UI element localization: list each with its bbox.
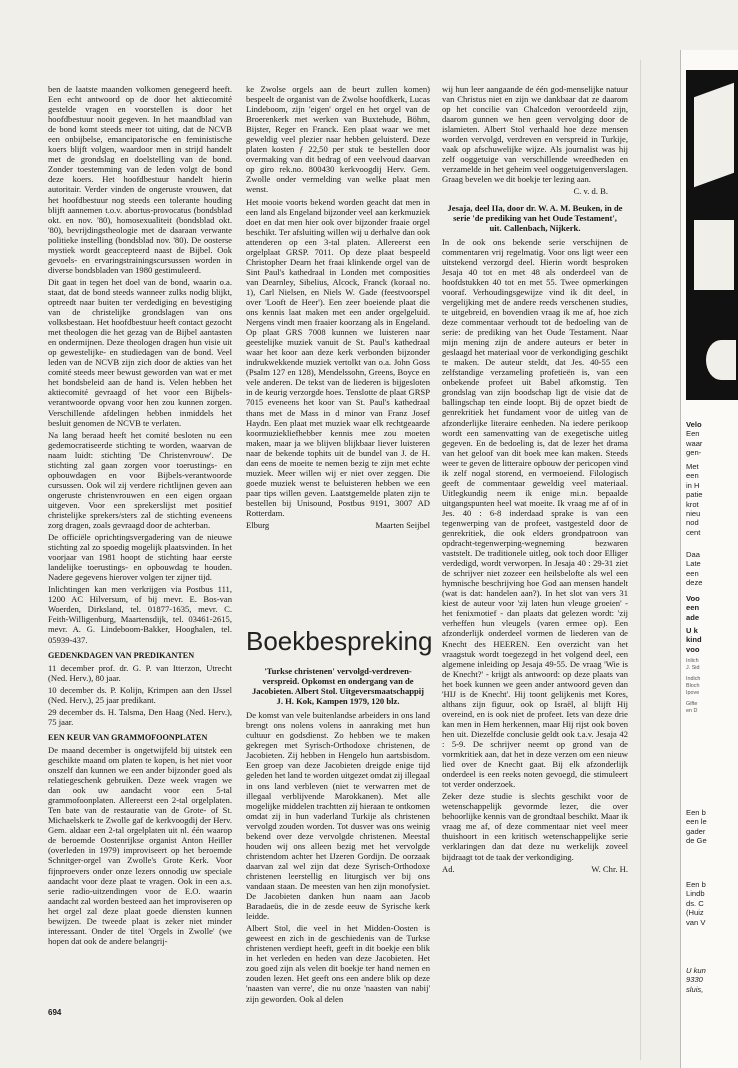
paragraph: Na lang beraad heeft het comité besloten nu een gedemocratiseerde stichting te worden, waarvan de naam luidt: stichting 'De Christenvrouw'. De stichting zal gaan zorgen voor toerustings- en opbouwdagen en voor Bijbels-verantwoorde cursussen. Ook wil zij verdere richtlijnen geven aan ongeruste christenvrouwen en een eigen orgaan uitgeven. Voor een sprekerslijst met positief christelijke sprekers/sters zal de stichting eveneens zorg dragen, zoals gevraagd door de achterban. [48, 429, 232, 531]
section-title: Boekbespreking [246, 626, 433, 656]
sidebar-line: ade [686, 612, 700, 622]
column-3 [442, 84, 628, 876]
paragraph: Het mooie voorts bekend worden geacht dat men in een land als Engeland bijzonder veel aan kerkmuziek doet en dat men hier ook over bijzonder fraaie orgel beschikt. Ter afsluiting willen wij u derhalve dan ook attenderen op een 3-tal platen. Allereerst een orgelplaat GRSP. 7011. Op deze plaat bespeeld Christopher Dearn het fraai klinkende orgel van de Sint Paul's kathedraal in Londen met composities van Dearnley, Sibelius, Alcock, Franck (koraal no. 1), Carl Nielsen, en Niels W. Gade (feestvoorspel over 'Looft de Heer'). Een zeer boeiende plaat die ons kennis laat maken met een ander orgelgeluid. Nergens vindt men fraaier koorzang als in Engeland. Op plaat GRS 7008 kunnen we luisteren naar geestelijke muziek vanuit de St. Paul's kathedraal waar het koor aan deze kerk verbonden bijzonder indrukwekkende muziek vertolkt van o.a. John Goss (Psalm 127 en 128), Mendelssohn, Greens, Boyce en vele anderen. De tekst van de liederen is bijgesloten in de keurig verzorgde hoes. Tenslotte de plaat GRSP 7015 eveneens het koor van St. Paul's kathedraal thans met de Mass in d minor van Franz Josef Haydn. Een plaat met muziek waar elk rechtgeaarde koormuziekliefhebber kennis mee zou moeten maken, maar ja we blijven blijkbaar liever luisteren naar de bekende tophits uit de bundel van J. de H. dan eens de moeite te nemen bezig te zijn met echte muziek. Meer willen wij er niet over zeggen. Die goede muziek wenst te beluisteren hebben we een paar tips willen geven. Laatstgemelde platen zijn te bestellen bij Unisound, Postbus 9191, 3007 AD Rotterdam. [246, 196, 430, 518]
sidebar-line: nod [686, 518, 699, 528]
sidebar-block [686, 880, 738, 927]
signature-line [246, 520, 430, 530]
signature-author: W. Chr. H. [591, 863, 628, 874]
sidebar-line: Een b [686, 880, 706, 889]
sidebar-line: kind [686, 635, 702, 645]
sidebar-line: cent [686, 527, 701, 537]
sidebar-line: een [686, 471, 699, 481]
paragraph: De maand december is ongetwijfeld bij uitstek een geschikte maand om platen te kopen, is het niet voor onszelf dan kunnen we een ander bijzonder goed als relatiegeschenk gebruiken. Deze week vragen we dan ook uw aandacht voor een 5-tal grammofoonplaten. Allereerst een 2-tal orgelplaten. Ten bate van de restauratie van de Grote- of St. Michaelskerk te Zwolle gaf de kerkvoogdij der Herv. Gem. aldaar een 2-tal orgelplaten uit nl. één waarop de beroemde Oostenrijkse organist Anton Heiller (overleden in 1979) improviseert op het beroemde Schnitger-orgel van Zwolle's Grote Kerk. Voor fijnproevers onder onze lezers onnodig uw speciale aandacht voor deze plaat te vragen. Ook in een a.s. serie radio-uitzendingen voor de E.O. waarin aandacht zal worden besteed aan het improviseren op het orgel zal deze plaat goede diensten kunnen bewijzen. De tweede plaat is zeker niet minder interessant. Onder de titel 'Orgels in Zwolle' (we hopen dat ook de andere belangrij- [48, 744, 232, 946]
sidebar-line: Een [686, 429, 700, 439]
sidebar-line: en D [686, 708, 698, 714]
sidebar-block [686, 462, 738, 537]
black-graphic-strip [686, 70, 738, 400]
sidebar-block [686, 594, 738, 622]
sidebar-line: U kun [686, 966, 706, 975]
column-1 [48, 84, 232, 948]
sidebar-line: gader [686, 826, 706, 836]
sidebar-line: ds. C [686, 898, 704, 908]
signature-line [442, 864, 628, 874]
paragraph: Dit gaat in tegen het doel van de bond, waarin o.a. staat, dat de bond steeds wanneer zulks nodig blijkt, optreedt naar buiten ter verdediging en bevestiging van de christelijke grondslagen van ons volksbestaan. Het hoofdbestuur heeft contact gezocht met theologen die het gezag van de Bijbel aantasten en ondermijnen. Deze theologen dragen hun visie uit op gewestelijke- en studiedagen van de bond. Veel leden van de NCVB zijn zich door de akties van het comité steeds meer bewust geworden van wat er met het bondsbeleid aan de hand is. Velen hebben het aktiecomité gevraagd of het voor een Bijbels-verantwoorde opvang voor hen zou kunnen zorgen. Verschillende afdelingen hebben inmiddels het besluit genomen de NCVB te verlaten. [48, 276, 232, 428]
sidebar-block [686, 550, 738, 588]
paragraph: Albert Stol, die veel in het Midden-Oosten is geweest en zich in de geschiedenis van de Turkse christenen verdiept heeft, geeft in dit boekje een blik in het verleden en heden van deze Jacobieten. Het zou goed zijn als velen dit boekje ter hand nemen en zouden lezen. Het geeft ons een andere blik op deze 'naasten van verre', die nu onze 'naasten van nabij' zijn geworden. Ook al delen [246, 923, 430, 1004]
sidebar-line: nieu [686, 509, 701, 519]
heading-gedenkdagen: GEDENKDAGEN VAN PREDIKANTEN [48, 650, 195, 660]
sidebar-line: voo [686, 644, 700, 654]
signature-initials: C. v. d. B. [573, 186, 608, 197]
paragraph: In de ook ons bekende serie verschijnen de commentaren vrij regelmatig. Voor ons ligt weer een uitstekend verzorgd deel. Hierin wordt besproken Jesaja 40 tot en met 48 als onderdeel van de hoofdstukken 40 tot en met 55. Twee opmerkingen vooraf. Verhoudingsgewijze vind ik dit deel, in vergelijking met de andere reeds verschenen studies, te uitgebreid, en bovendien vraag ik me af, hoe zich deze commentaar verhoudt tot de bedoeling van de serie: de prediking van het Oude Testament. Naar mijn mening zijn de andere auteurs er beter in geslaagd het materiaal voor de verkondiging geschikt te maken. De auteur steldt, dat Jes. 40-55 een zelfstandige verzameling profetieën is, van een onbekende profeet uit Babel afkomstig. Ten grondslag van zijn boodschap ligt de visie dat de ballingschap ten einde loopt. Bij de opzet biedt de genrekritiek het fundament voor de uitleg van de afzonderlijke literaire eenheden. Na iedere perikoop wordt een samenvatting van de exegetische uitleg gegeven. En de bedoeling is, dat de lezer het drama van het geloof van dit boek mee kan maken. Steeds weer te geven de litteraire opbouw der pericopen vind ik zelf nogal storend, en vermoeiend. Filologisch geeft de commentaar geweldig veel materiaal. Uitlegkundig neem ik enige mi.n. bepaalde uitgangspunten heel wat moeite. Ik vraag me af of in Jes. 40 : 6-8 inderdaad sprake is van een tegenwerping van de profeet, vastgesteld door de genrekritiek, die ook elders grondpatroon van opdracht-tegenwerping-wegneming bezwaren vaststelt. De traditionele uitleg, ook toch door Elliger verdedigd, wordt verworpen. In Jesaja 40 : 29-31 ziet de schrijver niet zozeer een heilsbelofte als wel een hymnische beschrijving hoe God aan mensen handelt (wat is dat: handelen aan?). In het slot van vers 31 kiest de auteur voor 'zij laten hun vleuge groeien' - het fenixmotief - dan plaats dat gelezen wordt: 'zij verheffen hun vleugels (varen ermee op). Een afzonderlijk onderdeel vormen de liederen van de Knecht des HEEREN. Een overzicht van het vraagstuk wordt toegezegd in het volgend deel, een algemene inleiding op Jesaja 49-55. De vraag 'Wie is de Knecht?' - krijgt als antwoord: op deze plaats van het boek kunnen we geen ander antwoord geven dan 'HIJ is de Knecht'. Hij toont gelijkenis met Kores, althans zijn figuur, ook op Israël, al blijft Hij overeind, en is ook niet de profeet. Iets van deze drie kan men in Hem herkennen, maar Hij rijst ook boven hen uit. Diezelfde conclusie geldt ook t.a.v. Jesaja 42 : 5-9. De schrijver neemt op grond van de vormkritiek aan, dat het in deze verzen om een nieuw lied over de Knecht gaat. Bij elk afzonderlijk onderdeel is een reeks noten gevoegd, die stimuleert tot verder onderzoek. [442, 236, 628, 790]
column-2 [246, 84, 430, 532]
sidebar-line: (Huiz [686, 908, 704, 918]
sidebar-line: sluis, [686, 984, 704, 994]
paragraph: Inlichtingen kan men verkrijgen via Postbus 111, 1200 AC Hilversum, of bij mevr. E. Bos-van Woerden, Dirksland, tel. 01877-1635, mevr. C. Feith-Willigenburg, Maartensdijk, tel. 03461-2615, mevr. A. G. Lindeboom-Bakker, Hooghalen, tel. 05939-437. [48, 584, 232, 645]
sidebar-line: Ipove [686, 690, 700, 696]
sidebar-line: krot [686, 499, 699, 509]
graphic-shape [694, 220, 734, 290]
sidebar-line: Bloch [686, 683, 700, 689]
sidebar-line: van V [686, 917, 706, 927]
graphic-shape [706, 340, 736, 380]
signature-place: Elburg [246, 520, 270, 531]
paragraph: De komst van vele buitenlandse arbeiders in ons land brengt ons nolens volens in aanraking met hun cultuur en godsdienst. Zo hebben we te maken gekregen met Syrisch-Orthodoxe christenen, de Jacobieten. Zij hebben in Hengelo hun aartsbisdom. Een groep van deze Jacobieten dreigde enige tijd geleden het land te worden uitgezet omdat zij illegaal in ons land verbleven (niet te verwarren met de illegaal verblijvende Marokkanen). Met alle mogelijke middelen trachtten zij hieraan te ontkomen omdat zij in hun vaderland Turkije als christenen vervolgd zouden worden. Tot dusver was ons weinig bekend over deze vervolgde christenen. Meestal houden wij ons alleen bezig met het vervolgde christendom achter het IJzeren Gordijn. De oorzaak daarvan zal wel zijn dat deze Syrisch-Orthodoxe christenen leerstellig en liturgisch ver bij ons vandaan staan. De meesten van hen zijn monofysiet. De Jacobieten danken hun naam aan Jacob Baradaeüs, die in de zesde eeuw de Syrische kerk leidde. [246, 710, 430, 922]
graphic-shape [694, 83, 734, 188]
signature-place: Ad. [442, 863, 455, 874]
paragraph: 11 december prof. dr. G. P. van Itterzon, Utrecht (Ned. Herv.), 80 jaar. [48, 662, 232, 683]
sidebar-line: deze [686, 578, 703, 588]
sidebar-line: Gifte [686, 701, 698, 707]
sidebar-line: Indich [686, 676, 701, 682]
paragraph: Zeker deze studie is slechts geschikt voor de wetenschappelijk gevormde lezer, die over behoorlijke kennis van de grondtaal beschikt. Maar ik vraag me af, of deze commentaar niet veel meer thuishoort in een kritisch wetenschappelijke serie verklaringen dan dat deze nu werkelijk zoveel bijdraagt tot de taak der verkondiging. [442, 791, 628, 862]
sidebar-line: J. Sid [686, 665, 700, 671]
sidebar-line: Met [686, 462, 699, 471]
sidebar-line: Inlich [686, 658, 699, 664]
sidebar-line: waar [686, 438, 703, 448]
sidebar-line: de Ge [686, 836, 707, 846]
signature-author: Maarten Seijbel [375, 520, 430, 531]
sidebar-line: Voo [686, 594, 700, 603]
sidebar-block [686, 626, 738, 654]
sidebar-block [686, 420, 738, 458]
column-gutter [640, 60, 641, 1060]
paragraph: 29 december ds. H. Talsma, Den Haag (Ned. Herv.), 75 jaar. [48, 706, 232, 727]
sidebar-line: een [686, 603, 700, 613]
paragraph: 10 december ds. P. Kolijn, Krimpen aan den IJssel (Ned. Herv.), 25 jaar predikant. [48, 684, 232, 705]
sidebar-line: Late [686, 559, 701, 569]
sidebar-line: Daa [686, 550, 700, 559]
sidebar-line: Een b [686, 808, 706, 817]
heading-grammofoonplaten: EEN KEUR VAN GRAMMOFOONPLATEN [48, 732, 208, 742]
paragraph: De officiële oprichtingsvergadering van de nieuwe stichting zal zo spoedig mogelijk plaatsvinden. In het voorjaar van 1981 hoopt de stichting haar eerste landelijke toerustings- en opbouwdag te houden. Nadere gegevens hierover volgen ter zijner tijd. [48, 532, 232, 583]
sidebar-line: U k [686, 626, 698, 635]
sidebar-line: Velo [686, 420, 702, 429]
sidebar-line: Lindb [686, 889, 705, 899]
sidebar-line: 9330 [686, 975, 703, 985]
sidebar-line: gen- [686, 448, 702, 458]
paragraph: wij hun leer aangaande de één god-menselijke natuur van Christus niet en zijn we dankbaar dat ze daarom op het concilie van Chalcedon veroordeeld zijn, daarom gunnen we hen geen vervolging door de islamieten. Albert Stol verhaald hoe deze mensen worden vervolgd, verdreven en verspreid in Turkije, vaak op afschuwelijke wijze. Als journalist was hij zelf ooggetuige van verschillende wreedheden en verzamelde in het geheim veel ooggetuigenverslagen. Graag bevelen we dit boekje ter lezing aan. [442, 84, 628, 185]
sidebar-block [686, 966, 738, 994]
column-2-review [246, 660, 430, 1006]
sidebar-line: patie [686, 490, 703, 500]
review-heading: 'Turkse christenen' vervolgd-verdreven-verspreid. Opkomst en ondergang van de Jacobieten. Albert Stol. Uitgeversmaatschappij J. H. Kok, Kampen 1979, 120 blz. [251, 666, 425, 707]
sidebar-block [686, 658, 738, 715]
paragraph: ben de laatste maanden volkomen genegeerd heeft. Een echt antwoord op de door het aktiecomité gestelde vragen en voorstellen is door het hoofdbestuur nooit gegeven. In het maandblad van de bond komt steeds meer tot uiting, dat de NCVB een onbijbelse, emancipatorische en feministische koers blijft volgen, waardoor men in strijd handelt met de grondslag en doelstelling van de bond. Zonder toestemming van de leden volgt de bond deze koers. Het hoofdbestuur handelt hierin autoritair. Verder vinden de ongeruste vrouwen, dat het hoofdbestuur nog steeds een tolerante houding blijft aannemen t.o.v. abortus-provocatus (bondsblad okt. en nov. '80), homosexualiteit (bondsblad okt. '80), bevrijdingstheologie met de daaraan verwante politieke instelling (bondsblad nov. '80). De oosterse mystiek wordt geaccepteerd naast de Bijbel. Ook gevoels- en ervaringstrainingscursussen worden in diverse bondsbladen van 1980 gestimuleerd. [48, 84, 232, 275]
paragraph: ke Zwolse orgels aan de beurt zullen komen) bespeelt de organist van de Zwolse hoofdkerk, Lucas Lindeboom, zijn 'eigen' orgel en het orgel van de Broerenkerk met werken van Buxtehude, Böhm, Bijster, Reger en Franck. Een plaat waar we met geweldig veel plezier naar hebben geluisterd. Deze platen kosten ƒ 22,50 per stuk te bestellen door overmaking van dit bedrag of een veelvoud daarvan op giro rek.no. 800430 kerkvoogdij Herv. Gem. Zwolle onder vermelding van welke plaat men wenst. [246, 84, 430, 195]
sidebar-line: een le [686, 817, 707, 827]
sidebar-line: in H [686, 480, 700, 490]
page-number: 694 [48, 1008, 62, 1017]
sidebar-line: een [686, 568, 699, 578]
review-heading: Jesaja, deel IIa, door dr. W. A. M. Beuken, in de serie 'de prediking van het Oude Testament', uit. Callenbach, Nijkerk. [447, 202, 623, 233]
sidebar-block [686, 808, 738, 846]
